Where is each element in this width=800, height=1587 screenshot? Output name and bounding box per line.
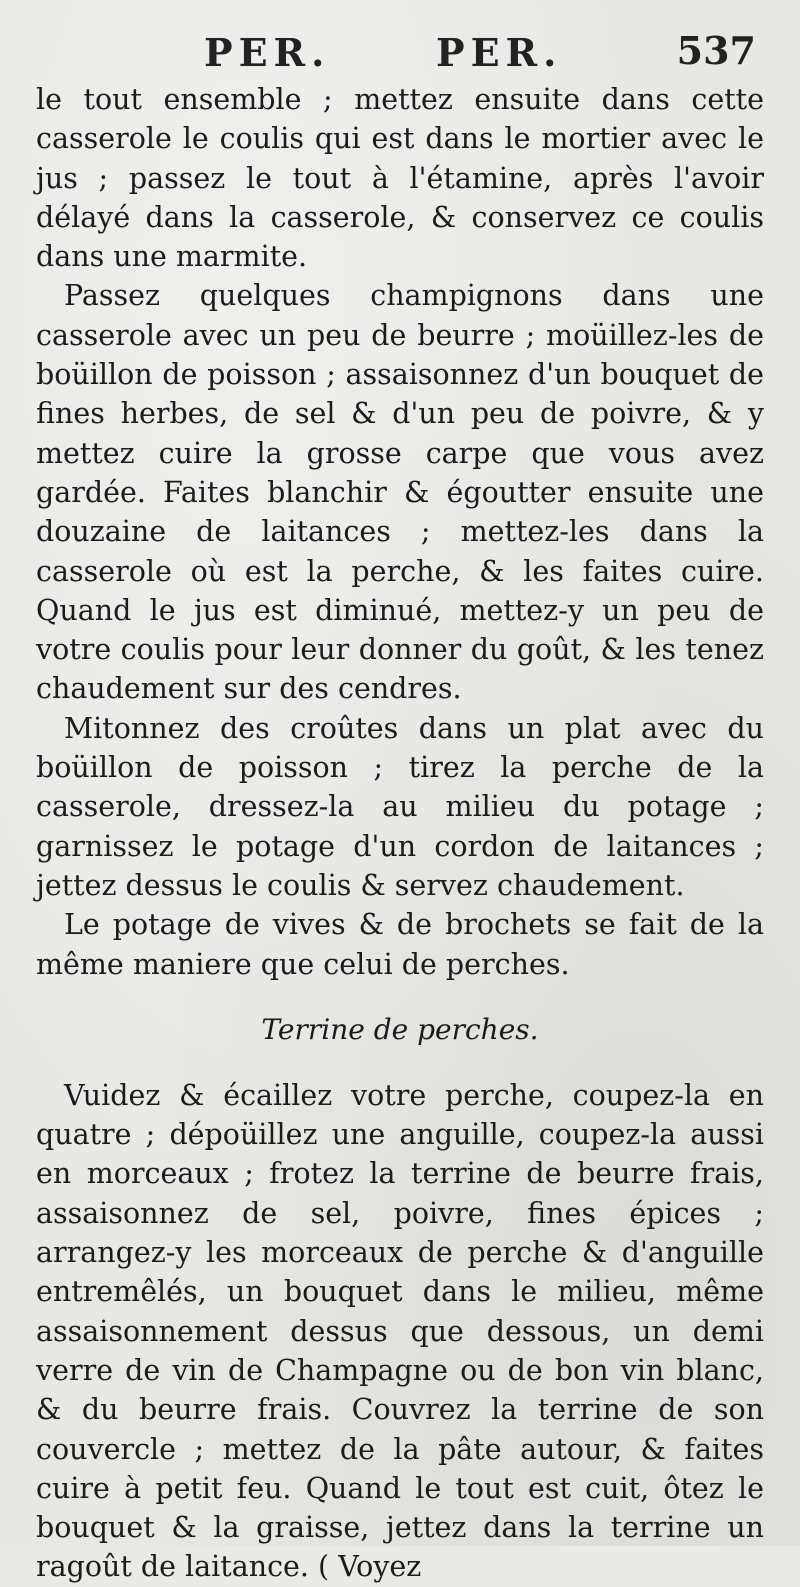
page-number: 537 xyxy=(676,28,756,73)
body-text xyxy=(36,80,764,1587)
paragraph-4: Le potage de vives & de brochets se fait de la même maniere que celui de perches. xyxy=(36,908,764,981)
running-head-right: PER. xyxy=(436,30,563,75)
paragraph-5: Vuidez & écaillez votre perche, coupez-la en quatre ; dépoüillez une anguille, coupez-la aussi en morceaux ; frotez la terrine de beurre frais, assaisonnez de sel, poivre, fines épices ; arrangez-y les morceaux de perche & d'anguille entremêlés, un bouquet dans le milieu, même assaisonnement dessus que dessous, un demi verre de vin de Champagne ou de bon vin blanc, & du beurre frais. Couvrez la terrine de son couvercle ; mettez de la pâte autour, & faites cuire à petit feu. Quand le tout est cuit, ôtez le bouquet & la graisse, jettez dans la terrine un ragoût de laitance. ( Voyez xyxy=(36,1078,764,1584)
page-header xyxy=(36,18,764,80)
section-heading: Terrine de perches. xyxy=(261,1012,539,1046)
paragraph-1: le tout ensemble ; mettez ensuite dans cette casserole le coulis qui est dans le mortier avec le jus ; passez le tout à l'étamine, après l'avoir délayé dans la casserole, & conservez ce coulis dans une marmite. xyxy=(36,83,764,274)
paragraph-2: Passez quelques champignons dans une casserole avec un peu de beurre ; moüillez-les de boüillon de poisson ; assaisonnez d'un bouquet de fines herbes, de sel & d'un peu de poivre, & y mettez cuire la grosse carpe que vous avez gardée. Faites blanchir & égoutter ensuite une douzaine de laitances ; mettez-les dans la casserole où est la perche, & les faites cuire. Quand le jus est diminué, mettez-y un peu de votre coulis pour leur donner du goût, & les tenez chaudement sur des cendres. xyxy=(36,279,764,706)
running-head-left: PER. xyxy=(204,30,331,75)
paragraph-3: Mitonnez des croûtes dans un plat avec du boüillon de poisson ; tirez la perche de la casserole, dressez-la au milieu du potage ; garnissez le potage d'un cordon de laitances ; jettez dessus le coulis & servez chaudement. xyxy=(36,711,764,902)
